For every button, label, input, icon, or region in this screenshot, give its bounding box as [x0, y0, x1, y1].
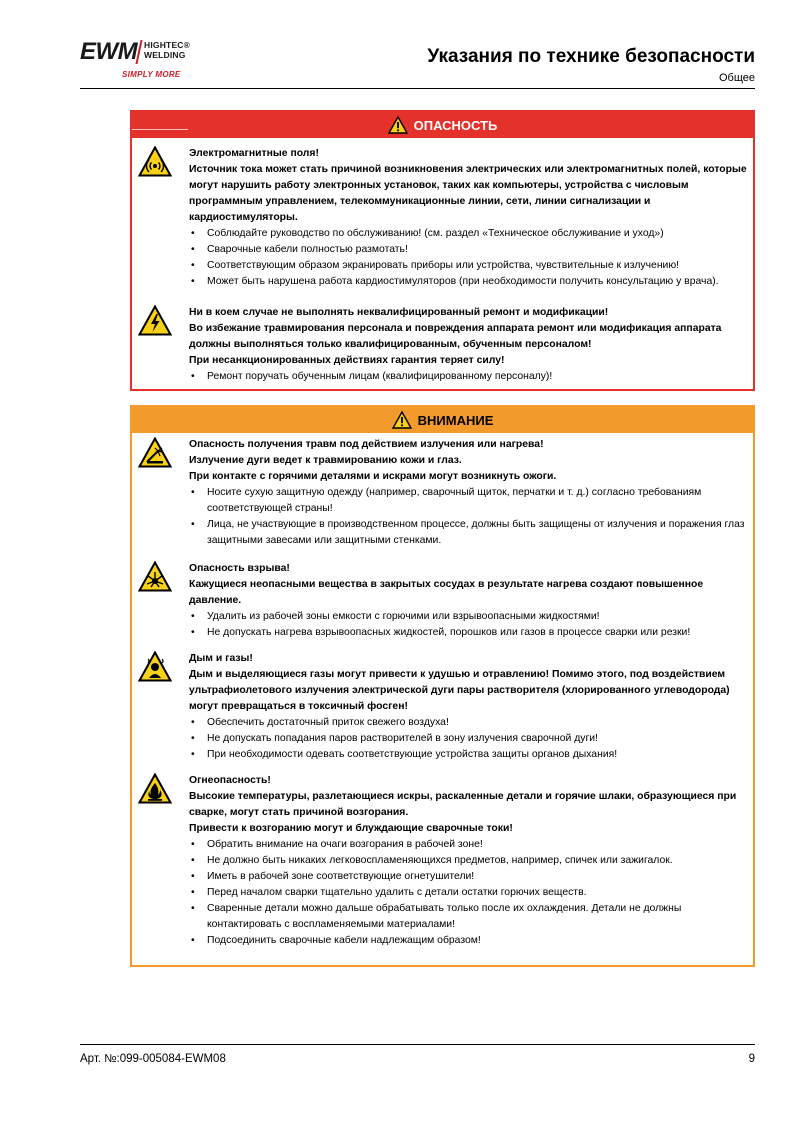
list-item: • Может быть нарушена работа кардиостимуляторов (при необходимости получить консультацию у врача).	[189, 274, 752, 290]
warning-triangle-icon	[392, 411, 412, 429]
danger-box	[130, 110, 755, 391]
list-item: • Иметь в рабочей зоне соответствующие огнетушители!	[189, 869, 752, 885]
list-item: • Подсоединить сварочные кабели надлежащим образом!	[189, 933, 752, 949]
radiation-heat-icon	[138, 437, 172, 468]
section-heading: Дым и газы!	[189, 653, 253, 664]
danger-emf-text	[189, 146, 752, 290]
list-item: • Обратить внимание на очаги возгорания в рабочей зоне!	[189, 837, 752, 853]
ewm-logo	[80, 36, 210, 82]
list-item: • Не допускать попадания паров растворителей в зону излучения сварочной дуги!	[189, 731, 752, 747]
section-bold-text: При несанкционированных действиях гарантия теряет силу!	[189, 355, 505, 366]
page-number: 9	[748, 1053, 755, 1065]
toxic-fumes-icon	[138, 651, 172, 682]
list-item: • Ремонт поручать обученным лицам (квалифицированному персоналу)!	[189, 369, 752, 385]
header-notch	[132, 129, 188, 130]
page-header	[80, 36, 755, 90]
danger-header	[132, 112, 753, 138]
caution-header	[132, 407, 753, 433]
section-heading: Огнеопасность!	[189, 775, 271, 786]
section-bold-text: Во избежание травмирования персонала и повреждения аппарата ремонт или модификация аппарата должны выполняться только квалифицированным, обученным персоналом!	[189, 323, 722, 350]
list-item: • Сварочные кабели полностью размотать!	[189, 242, 752, 258]
list-item: • Перед началом сварки тщательно удалить с детали остатки горючих веществ.	[189, 885, 752, 901]
electric-shock-icon	[138, 305, 172, 336]
article-number: Арт. №:099-005084-EWM08	[80, 1053, 226, 1065]
danger-repair-text	[189, 305, 752, 385]
page-subtitle: Общее	[718, 72, 755, 84]
list-item: • Удалить из рабочей зоны емкости с горючими или взрывоопасными жидкостями!	[189, 609, 752, 625]
explosion-icon	[138, 561, 172, 592]
section-bold-text: При контакте с горячими деталями и искрами могут возникнуть ожоги.	[189, 471, 557, 482]
list-item: • Сваренные детали можно дальше обрабатывать только после их охлаждения. Детали не должны контактировать с воспламеняемыми материалами!	[189, 901, 752, 933]
section-heading: Электромагнитные поля!	[189, 148, 319, 159]
bullet-list	[189, 369, 752, 385]
bullet-list	[189, 609, 752, 641]
list-item: • Соответствующим образом экранировать приборы или устройства, чувствительные к излучению!	[189, 258, 752, 274]
bullet-list	[189, 837, 752, 949]
footer-divider	[80, 1044, 755, 1045]
caution-fire-text	[189, 773, 752, 949]
list-item: • Носите сухую защитную одежду (например, сварочный щиток, перчатки и т. д.) согласно требованиям соответствующей страны!	[189, 485, 752, 517]
warning-triangle-icon	[388, 116, 408, 134]
list-item: • При необходимости одевать соответствующие устройства защиты органов дыхания!	[189, 747, 752, 763]
section-bold-text: Высокие температуры, разлетающиеся искры, раскаленные детали и горячие шлаки, образующиеся при сварке, могут стать причиной возгорания.	[189, 791, 737, 818]
logo-hightec-text	[144, 40, 190, 60]
list-item: • Соблюдайте руководство по обслуживанию! (см. раздел «Техническое обслуживание и уход»)	[189, 226, 752, 242]
section-bold-text: Дым и выделяющиеся газы могут привести к удушью и отравлению! Помимо этого, под воздействием ультрафиолетового излучения электрической дуги пары растворителя (хлорированного углеводорода) могут превращаться в токсичный фосген!	[189, 669, 730, 712]
header-divider	[80, 88, 755, 89]
section-bold-text: Привести к возгоранию могут и блуждающие сварочные токи!	[189, 823, 513, 834]
list-item: • Не должно быть никаких легковоспламеняющихся предметов, например, спичек или зажигалок.	[189, 853, 752, 869]
logo-ewm-text: EWM	[80, 38, 138, 65]
list-item: • Лица, не участвующие в производственном процессе, должны быть защищены от излучения и поражения глаз защитными завесами или защитными стенками.	[189, 517, 752, 549]
section-bold-text: Источник тока может стать причиной возникновения электрических или электромагнитных полей, которые могут нарушить работу электронных установок, таких как компьютеры, устройства с числовым программным управлением, телекоммуникационные линии, сети, линии сигнализации и кардиостимуляторы.	[189, 164, 747, 223]
list-item: • Не допускать нагрева взрывоопасных жидкостей, порошков или газов в процессе сварки или резки!	[189, 625, 752, 641]
logo-hightec-line1: HIGHTEC®	[144, 40, 191, 50]
bullet-list	[189, 485, 752, 549]
logo-slogan: SIMPLY MORE	[122, 70, 181, 79]
bullet-list	[189, 226, 752, 290]
section-bold-text: Кажущиеся неопасными вещества в закрытых сосудах в результате нагрева создают повышенное давление.	[189, 579, 704, 606]
caution-radiation-text	[189, 437, 752, 549]
section-heading: Опасность получения травм под действием излучения или нагрева!	[189, 439, 544, 450]
danger-label: ОПАСНОСТЬ	[413, 117, 498, 133]
page-title: Указания по технике безопасности	[427, 46, 755, 67]
section-heading: Опасность взрыва!	[189, 563, 290, 574]
logo-hightec-line2: WELDING	[144, 50, 186, 60]
fire-hazard-icon	[138, 773, 172, 804]
caution-box	[130, 405, 755, 967]
section-heading: Ни в коем случае не выполнять неквалифицированный ремонт и модификации!	[189, 307, 609, 318]
section-bold-text: Излучение дуги ведет к травмированию кожи и глаз.	[189, 455, 462, 466]
electromagnetic-field-icon	[138, 146, 172, 177]
bullet-list	[189, 715, 752, 763]
caution-fumes-text	[189, 651, 752, 763]
list-item: • Обеспечить достаточный приток свежего воздуха!	[189, 715, 752, 731]
caution-explosion-text	[189, 561, 752, 641]
caution-label: ВНИМАНИЕ	[417, 412, 494, 428]
